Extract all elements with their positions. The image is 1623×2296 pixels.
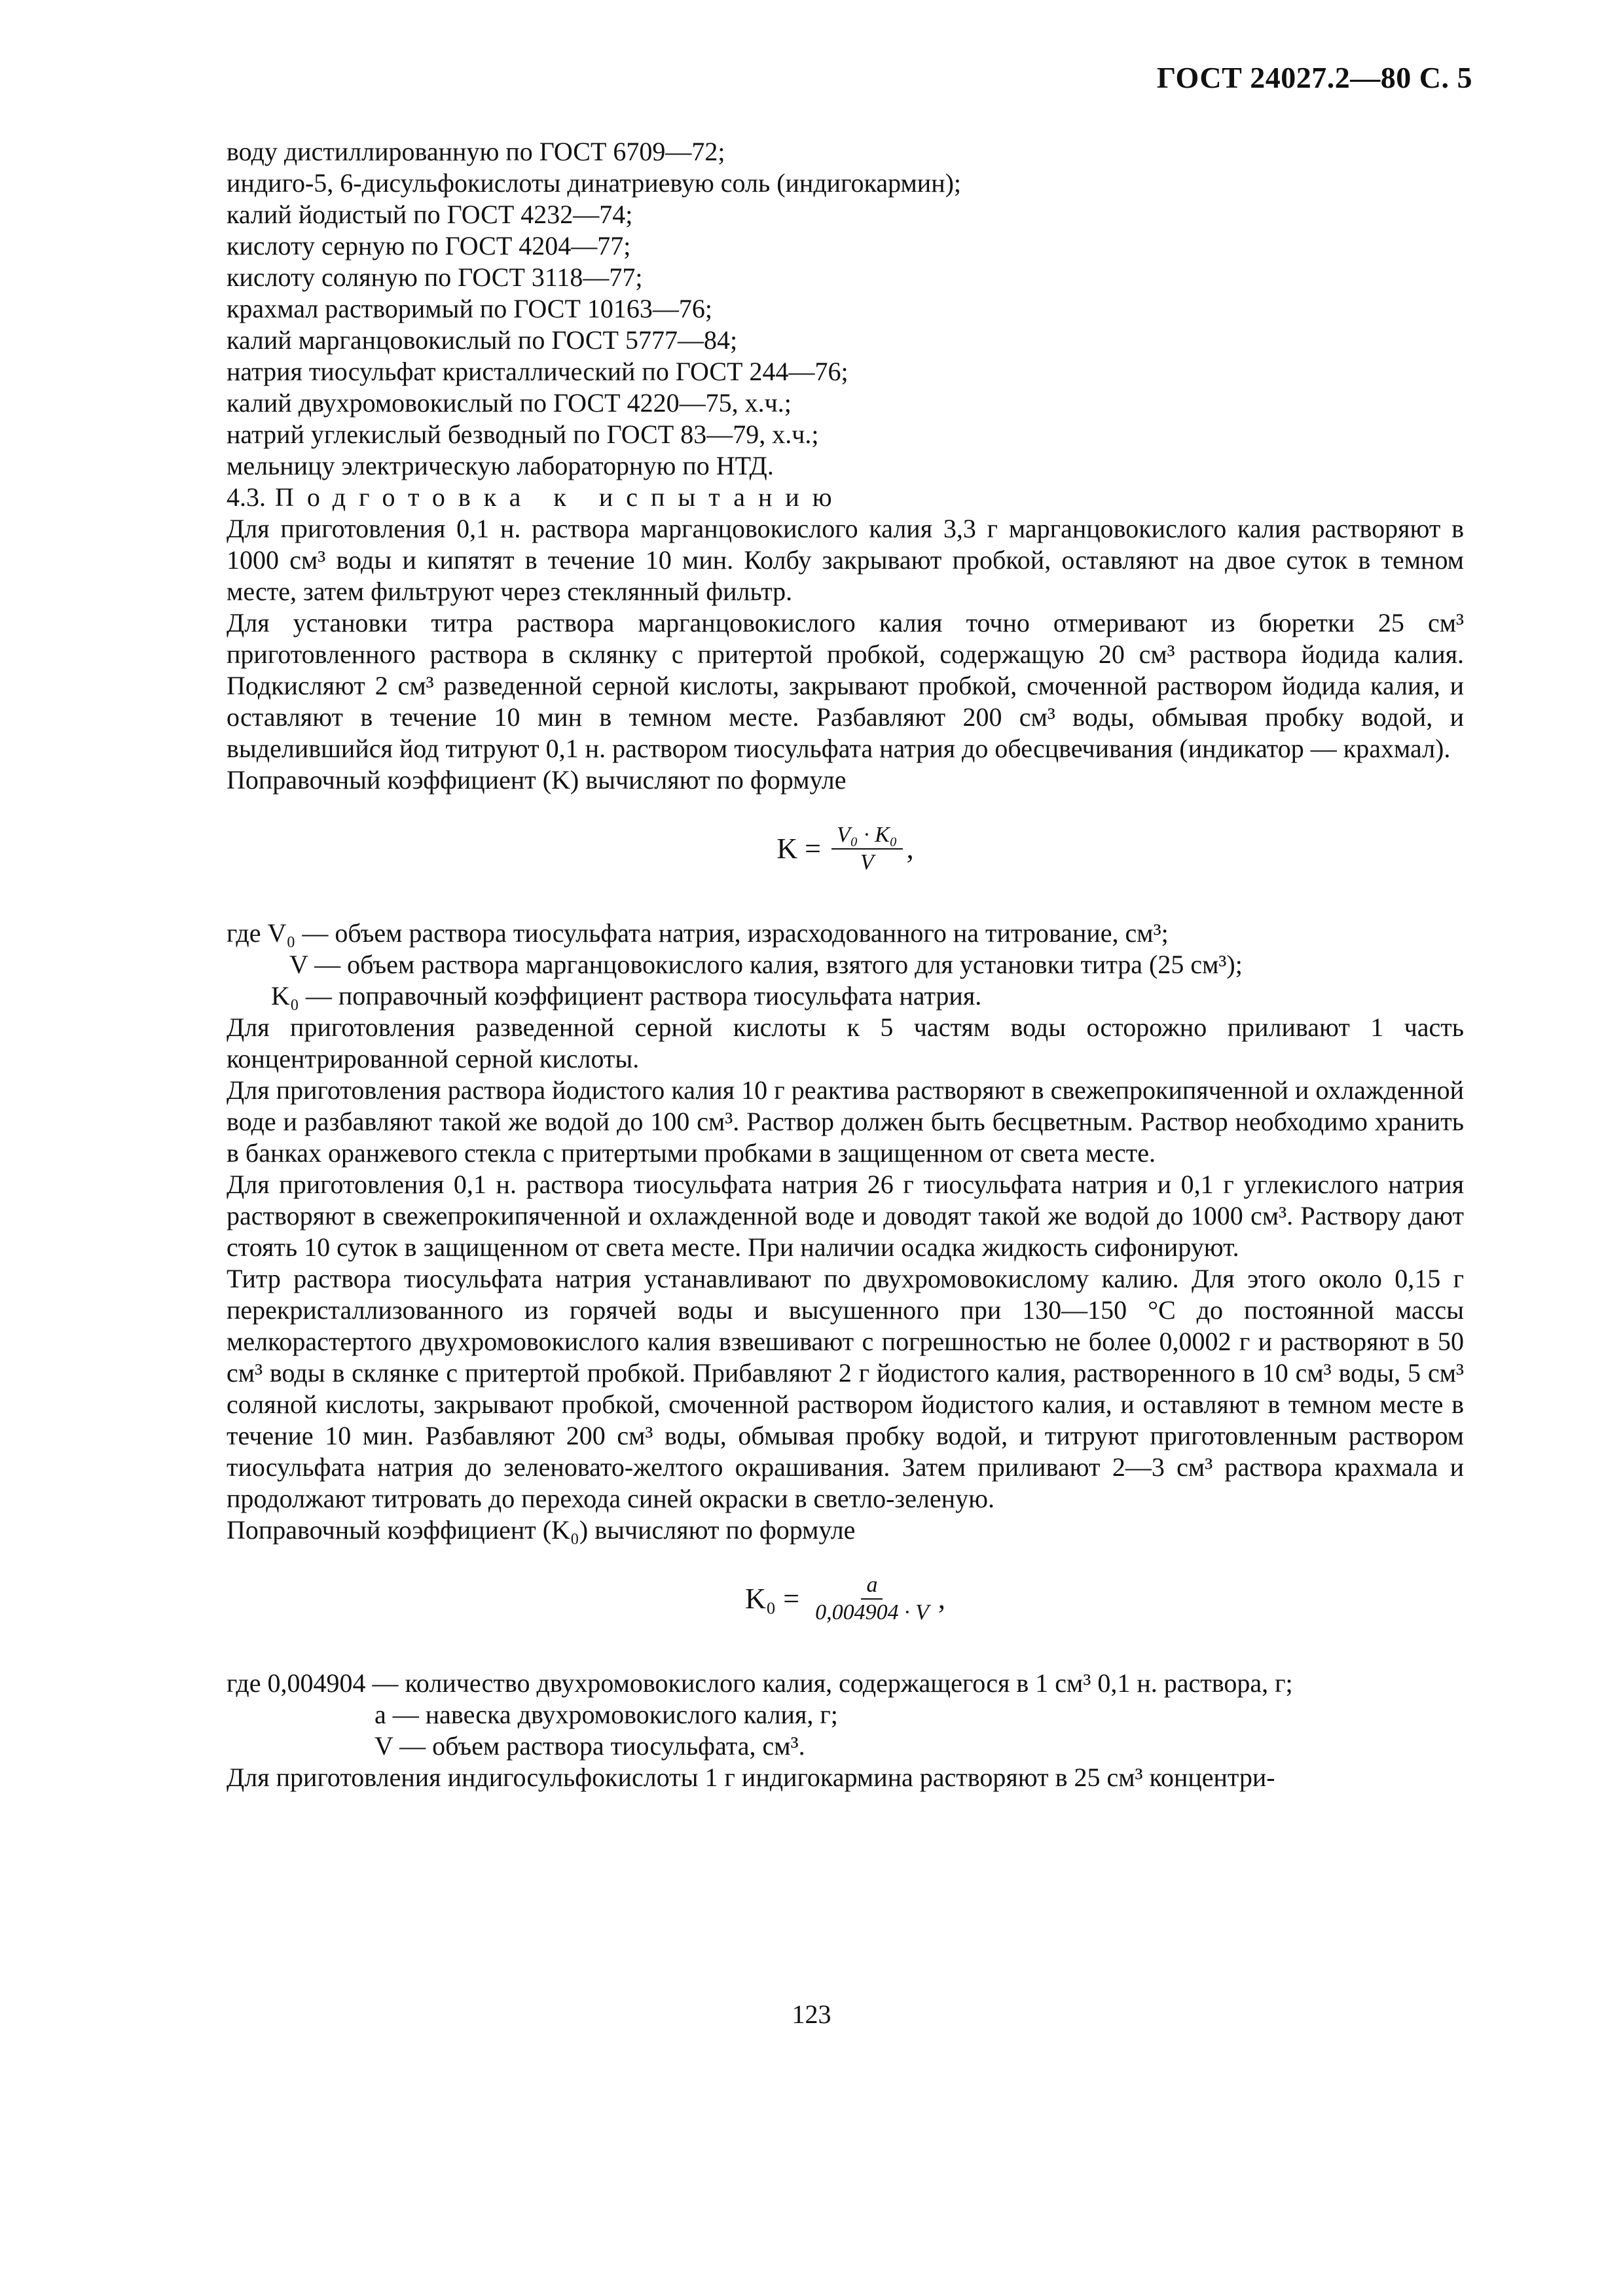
- reagent-list-item: индиго-5, 6-дисульфокислоты динатриевую соль (индигокармин);: [227, 168, 962, 198]
- formula-k0-legend: [227, 1668, 1464, 1762]
- formula-k-denominator: V: [860, 850, 874, 874]
- section-number: 4.3.: [227, 482, 266, 512]
- reagent-list-item: мельницу электрическую лабораторную по НТД.: [227, 451, 774, 480]
- paragraph-coefficient-k0-intro: Поправочный коэффициент (K₀) вычисляют по формуле: [227, 1515, 856, 1545]
- reagent-list-item: калий марганцовокислый по ГОСТ 5777—84;: [227, 325, 738, 355]
- legend-v-thiosulfate: V — объем раствора тиосульфата, см³.: [374, 1731, 805, 1761]
- paragraph-potassium-iodide: Для приготовления раствора йодистого калия 10 г реактива растворяют в свежепрокипяченной и охлажденной воде и разбавляют такой же водой до 100 см³. Раствор должен быть бесцветным. Раствор необходимо хранить в банках оранжевого стекла с притертыми пробками в защищенном от света месте.: [227, 1075, 1464, 1168]
- paragraph-permanganate-prep: Для приготовления 0,1 н. раствора марганцовокислого калия 3,3 г марганцовокислого калия растворяют в 1000 см³ воды и кипятят в течение 10 мин. Колбу закрывают пробкой, оставляют на двое суток в темном месте, затем фильтруют через стеклянный фильтр.: [227, 514, 1464, 606]
- reagent-list-item: крахмал растворимый по ГОСТ 10163—76;: [227, 294, 713, 323]
- legend-a: a — навеска двухромовокислого калия, г;: [374, 1700, 838, 1729]
- paragraph-permanganate-titer: Для установки титра раствора марганцовокислого калия точно отмеривают из бюретки 25 см³ приготовленного раствора в склянку с притертой пробкой, содержащую 20 см³ раствора йодида калия. Подкисляют 2 см³ разведенной серной кислоты, закрывают пробкой, смоченной раствором йодида калия, и оставляют в течение 10 мин в темном месте. Разбавляют 200 см³ воды, обмывая пробку водой, и выделившийся йод титруют 0,1 н. раствором тиосульфата натрия до обесцвечивания (индикатор — крахмал).: [227, 608, 1464, 763]
- paragraph-coefficient-k-intro: Поправочный коэффициент (K) вычисляют по формуле: [227, 765, 847, 795]
- reagent-list: [227, 136, 1464, 482]
- paragraph-thiosulfate-prep: Для приготовления 0,1 н. раствора тиосульфата натрия 26 г тиосульфата натрия и 0,1 г углекислого натрия растворяют в свежепрокипяченной и охлажденной воде и доводят такой же водой до 1000 см³. Раствору дают стоять 10 суток в защищенном от света месте. При наличии осадка жидкость сифонируют.: [227, 1170, 1464, 1262]
- reagent-list-item: воду дистиллированную по ГОСТ 6709—72;: [227, 137, 725, 166]
- formula-k0-lhs: K₀ =: [745, 1583, 800, 1615]
- legend-constant: где 0,004904 — количество двухромовокислого калия, содержащегося в 1 см³ 0,1 н. раствора, г;: [227, 1668, 1293, 1698]
- paragraph-thiosulfate-titer: Титр раствора тиосульфата натрия устанавливают по двухромовокислому калию. Для этого около 0,15 г перекристаллизованного из горячей воды и высушенного при 130—150 °С до постоянной массы мелкорастертого двухромовокислого калия взвешивают с погрешностью не более 0,0002 г и растворяют в 50 см³ воды в склянке с притертой пробкой. Прибавляют 2 г йодистого калия, растворенного в 10 см³ воды, 5 см³ соляной кислоты, закрывают пробкой, смоченной раствором йодистого калия, и оставляют в темном месте в течение 10 мин. Разбавляют 200 см³ воды, обмывая пробку водой, и титруют приготовленным раствором тиосульфата натрия до зеленовато-желтого окрашивания. Затем приливают 2—3 см³ раствора крахмала и продолжают титровать до перехода синей окраски в светло-зеленую.: [227, 1264, 1464, 1513]
- legend-v0: где V₀ — объем раствора тиосульфата натрия, израсходованного на титрование, см³;: [227, 918, 1169, 948]
- legend-k0: K₀ — поправочный коэффициент раствора тиосульфата натрия.: [271, 981, 982, 1011]
- formula-k-lhs: K =: [776, 833, 821, 865]
- formula-k-fraction: [831, 822, 903, 876]
- reagent-list-item: натрия тиосульфат кристаллический по ГОСТ 244—76;: [227, 357, 848, 386]
- reagent-list-item: калий йодистый по ГОСТ 4232—74;: [227, 200, 633, 229]
- paragraph-indigo-prep: Для приготовления индигосульфокислоты 1 г индигокармина растворяют в 25 см³ концентри-: [227, 1763, 1275, 1792]
- section-heading: [227, 482, 1464, 513]
- reagent-list-item: натрий углекислый безводный по ГОСТ 83—79, х.ч.;: [227, 420, 819, 449]
- legend-v: V — объем раствора марганцовокислого калия, взятого для установки титра (25 см³);: [289, 950, 1243, 979]
- page-header: ГОСТ 24027.2—80 С. 5: [1156, 61, 1472, 94]
- reagent-list-item: кислоту серную по ГОСТ 4204—77;: [227, 231, 631, 260]
- formula-k: [227, 822, 1464, 888]
- formula-k0-denominator: 0,004904 · V: [815, 1600, 929, 1624]
- formula-k0-fraction: [810, 1572, 934, 1626]
- reagent-list-item: кислоту соляную по ГОСТ 3118—77;: [227, 262, 643, 292]
- formula-k-tail: ,: [906, 833, 914, 865]
- formula-k0-tail: ,: [938, 1583, 945, 1615]
- formula-k-legend: [227, 918, 1464, 1012]
- formula-k0-numerator: a: [861, 1572, 883, 1600]
- paragraph-sulfuric-acid: Для приготовления разведенной серной кислоты к 5 частям воды осторожно приливают 1 часть концентрированной серной кислоты.: [227, 1013, 1464, 1073]
- document-body: [227, 136, 1464, 1793]
- page-number: 123: [792, 2000, 831, 2029]
- formula-k-numerator: V₀ · K₀: [831, 822, 903, 850]
- reagent-list-item: калий двухромовокислый по ГОСТ 4220—75, х.ч.;: [227, 388, 792, 418]
- formula-k0: [227, 1572, 1464, 1638]
- section-title: Подготовка к испытанию: [275, 482, 845, 512]
